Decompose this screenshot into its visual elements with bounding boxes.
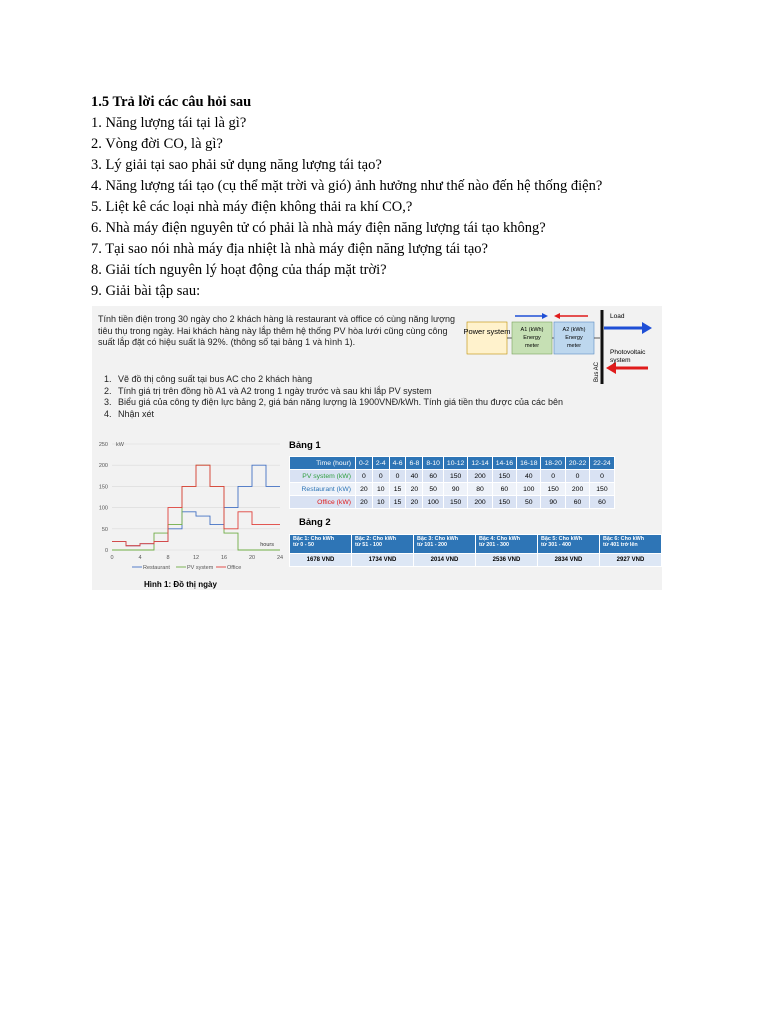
table2-price-cell: 2927 VND xyxy=(600,554,662,567)
table1-cell: 10 xyxy=(372,483,389,496)
exercise-intro: Tính tiền điện trong 30 ngày cho 2 khách hàng là restaurant và office có cùng năng lượng tiêu thụ trong ngày. Hai khách hàng này lắp thêm hệ thống PV hòa lưới cũng cùng công suất lắp đặt có hiệu suất là 92%. (thông số tại bảng 1 và hình 1). xyxy=(98,314,455,347)
task-number: 4. xyxy=(104,408,112,419)
question-item: 3. Lý giải tại sao phải sử dụng năng lượng tái tạo? xyxy=(91,157,382,173)
series-line-office xyxy=(112,465,280,546)
question-item: 4. Năng lượng tái tạo (cụ thể mặt trời và gió) ảnh hưởng như thế nào đến hệ thống điện? xyxy=(91,178,603,194)
y-tick-label: 0 xyxy=(104,548,108,554)
tier-label: Bậc 6: Cho kWh xyxy=(603,536,645,542)
task-number: 1. xyxy=(104,374,112,384)
y-tick-label: 200 xyxy=(98,463,108,470)
table1-cell: 40 xyxy=(406,470,423,483)
table1-header-cell: 12-14 xyxy=(468,457,492,470)
figure-caption: Hình 1: Đồ thị ngày xyxy=(144,580,217,589)
task-list xyxy=(104,374,659,420)
legend-label: Office xyxy=(227,565,242,571)
table1-cell: 20 xyxy=(406,483,423,496)
table1-header-cell: 16-18 xyxy=(517,457,541,470)
tier-label: Bậc 4: Cho kWh xyxy=(479,536,521,542)
table1-cell: 15 xyxy=(389,496,406,509)
task-text: Nhận xét xyxy=(118,408,155,419)
table1-cell: 90 xyxy=(541,496,565,509)
tier-range: từ 101 - 200 xyxy=(417,542,447,548)
table1-cell: 80 xyxy=(468,483,492,496)
a2-meter-label-3: meter xyxy=(566,343,582,349)
power-system-label: Power system xyxy=(463,327,511,336)
table1-cell: 150 xyxy=(541,483,565,496)
table1-cell: 100 xyxy=(517,483,541,496)
table1-header-cell: 18-20 xyxy=(541,457,565,470)
table1-cell: 60 xyxy=(565,496,589,509)
table1-header-cell: 4-6 xyxy=(389,457,406,470)
table1-header-row xyxy=(290,457,615,470)
task-number: 2. xyxy=(104,385,112,396)
table1-cell: 90 xyxy=(443,483,467,496)
y-tick-label: 100 xyxy=(98,505,108,512)
table2 xyxy=(289,534,662,567)
table1-header-cell: 8-10 xyxy=(423,457,444,470)
table1 xyxy=(289,456,615,509)
table1-cell: 20 xyxy=(356,496,373,509)
legend-label: Restaurant xyxy=(143,565,170,571)
table1-header-cell: 2-4 xyxy=(372,457,389,470)
tier-range: từ 201 - 300 xyxy=(479,542,509,548)
x-tick-label: 8 xyxy=(166,555,170,561)
table2-price-cell: 1734 VND xyxy=(352,554,414,567)
table1-row-label: Restaurant (kW) xyxy=(290,483,356,496)
task-item xyxy=(104,409,659,421)
table1-header-cell: 6-8 xyxy=(406,457,423,470)
load-label: Load xyxy=(610,313,625,320)
task-text: Tính giá trị trên đồng hồ A1 và A2 trong 1 ngày trước và sau khi lắp PV system xyxy=(118,385,432,396)
table1-cell: 0 xyxy=(590,470,614,483)
table1-cell: 0 xyxy=(356,470,373,483)
tier-label: Bậc 2: Cho kWh xyxy=(355,536,397,542)
table1-header-label: Time (hour) xyxy=(290,457,356,470)
question-item: 5. Liệt kê các loại nhà máy điện không thải ra khí CO,? xyxy=(91,199,413,215)
question-item: 8. Giải tích nguyên lý hoạt động của tháp mặt trời? xyxy=(91,262,387,278)
tier-range: từ 51 - 100 xyxy=(355,542,382,548)
tier-label: Bậc 1: Cho kWh xyxy=(293,536,335,542)
table1-cell: 15 xyxy=(389,483,406,496)
question-list xyxy=(91,113,691,302)
y-axis-label: kW xyxy=(116,442,124,448)
question-item: 2. Vòng đời CO, là gì? xyxy=(91,136,223,152)
task-item xyxy=(104,397,659,409)
task-item xyxy=(104,374,659,386)
table2-value-row xyxy=(290,554,662,567)
question-item: 1. Năng lượng tái tại là gì? xyxy=(91,115,247,131)
table1-cell: 50 xyxy=(423,483,444,496)
question-item: 9. Giải bài tập sau: xyxy=(91,283,201,299)
bus-ac-label: Bus AC xyxy=(594,361,600,382)
a1-meter-label-1: A1 (kWh) xyxy=(520,327,544,333)
table1-title: Bảng 1 xyxy=(289,440,321,451)
table1-row xyxy=(290,496,615,509)
question-item: 6. Nhà máy điện nguyên tử có phải là nhà máy điện năng lượng tái tạo không? xyxy=(91,220,546,236)
table1-cell: 200 xyxy=(468,470,492,483)
pv-label-1: Photovoltaic xyxy=(610,349,646,356)
table2-title: Bảng 2 xyxy=(299,517,331,528)
table1-cell: 200 xyxy=(468,496,492,509)
x-tick-label: 24 xyxy=(276,555,284,561)
table2-price-cell: 2536 VND xyxy=(476,554,538,567)
table1-header-cell: 10-12 xyxy=(443,457,467,470)
table1-cell: 60 xyxy=(492,483,516,496)
a1-meter-label-3: meter xyxy=(524,343,540,349)
table1-cell: 0 xyxy=(389,470,406,483)
exercise-figure xyxy=(92,306,662,590)
task-item xyxy=(104,386,659,398)
task-text: Biểu giá của công ty điện lực bảng 2, giá bán năng lượng là 1900VNĐ/kWh. Tính giá tiền thu được của các bên xyxy=(118,397,563,407)
table1-cell: 20 xyxy=(406,496,423,509)
table1-cell: 150 xyxy=(443,470,467,483)
x-axis-label: hours xyxy=(260,542,274,548)
y-tick-label: 150 xyxy=(98,484,108,491)
table1-cell: 150 xyxy=(443,496,467,509)
table2-header-cell xyxy=(290,535,352,554)
document-body xyxy=(91,92,691,302)
table1-cell: 10 xyxy=(372,496,389,509)
y-tick-label: 250 xyxy=(98,442,108,448)
tier-label: Bậc 3: Cho kWh xyxy=(417,536,459,542)
x-tick-label: 12 xyxy=(192,555,200,561)
table1-cell: 100 xyxy=(423,496,444,509)
table2-price-cell: 2014 VND xyxy=(414,554,476,567)
table2-header-cell xyxy=(414,535,476,554)
table1-cell: 0 xyxy=(541,470,565,483)
table1-cell: 150 xyxy=(492,496,516,509)
table1-cell: 200 xyxy=(565,483,589,496)
table1-header-cell: 14-16 xyxy=(492,457,516,470)
daily-load-chart xyxy=(92,436,287,590)
table1-row xyxy=(290,483,615,496)
x-tick-label: 16 xyxy=(220,555,228,561)
legend-label: PV system xyxy=(187,565,214,571)
section-heading: 1.5 Trả lời các câu hỏi sau xyxy=(91,94,252,110)
a1-meter-label-2: Energy xyxy=(523,335,541,341)
table2-header-cell xyxy=(352,535,414,554)
table2-header-cell xyxy=(538,535,600,554)
x-tick-label: 20 xyxy=(248,555,256,561)
a2-meter-label-1: A2 (kWh) xyxy=(562,327,586,333)
table1-row xyxy=(290,470,615,483)
question-item: 7. Tại sao nói nhà máy địa nhiệt là nhà máy điện năng lượng tái tạo? xyxy=(91,241,488,257)
a2-meter-label-2: Energy xyxy=(565,335,583,341)
x-tick-label: 4 xyxy=(138,555,142,561)
table1-row-label: PV system (kW) xyxy=(290,470,356,483)
table1-cell: 150 xyxy=(492,470,516,483)
tier-range: từ 401 trở lên xyxy=(603,542,638,548)
table1-header-cell: 0-2 xyxy=(356,457,373,470)
table1-cell: 20 xyxy=(356,483,373,496)
table2-price-cell: 2834 VND xyxy=(538,554,600,567)
x-tick-label: 0 xyxy=(110,555,114,561)
table1-cell: 40 xyxy=(517,470,541,483)
table2-header-cell xyxy=(600,535,662,554)
table1-header-cell: 20-22 xyxy=(565,457,589,470)
table1-cell: 0 xyxy=(565,470,589,483)
tier-label: Bậc 5: Cho kWh xyxy=(541,536,583,542)
task-number: 3. xyxy=(104,397,112,407)
tier-range: từ 0 - 50 xyxy=(293,542,314,548)
table1-cell: 0 xyxy=(372,470,389,483)
pv-label-2: system xyxy=(610,357,631,364)
table1-cell: 150 xyxy=(590,483,614,496)
table2-header-cell xyxy=(476,535,538,554)
table1-cell: 60 xyxy=(590,496,614,509)
table1-row-label: Office (kW) xyxy=(290,496,356,509)
task-text: Vẽ đồ thị công suất tại bus AC cho 2 khách hàng xyxy=(118,374,313,384)
y-tick-label: 50 xyxy=(101,526,108,533)
table2-header-row xyxy=(290,535,662,554)
table2-price-cell: 1678 VND xyxy=(290,554,352,567)
table1-cell: 50 xyxy=(517,496,541,509)
tier-range: từ 301 - 400 xyxy=(541,542,571,548)
table1-header-cell: 22-24 xyxy=(590,457,614,470)
table1-cell: 60 xyxy=(423,470,444,483)
